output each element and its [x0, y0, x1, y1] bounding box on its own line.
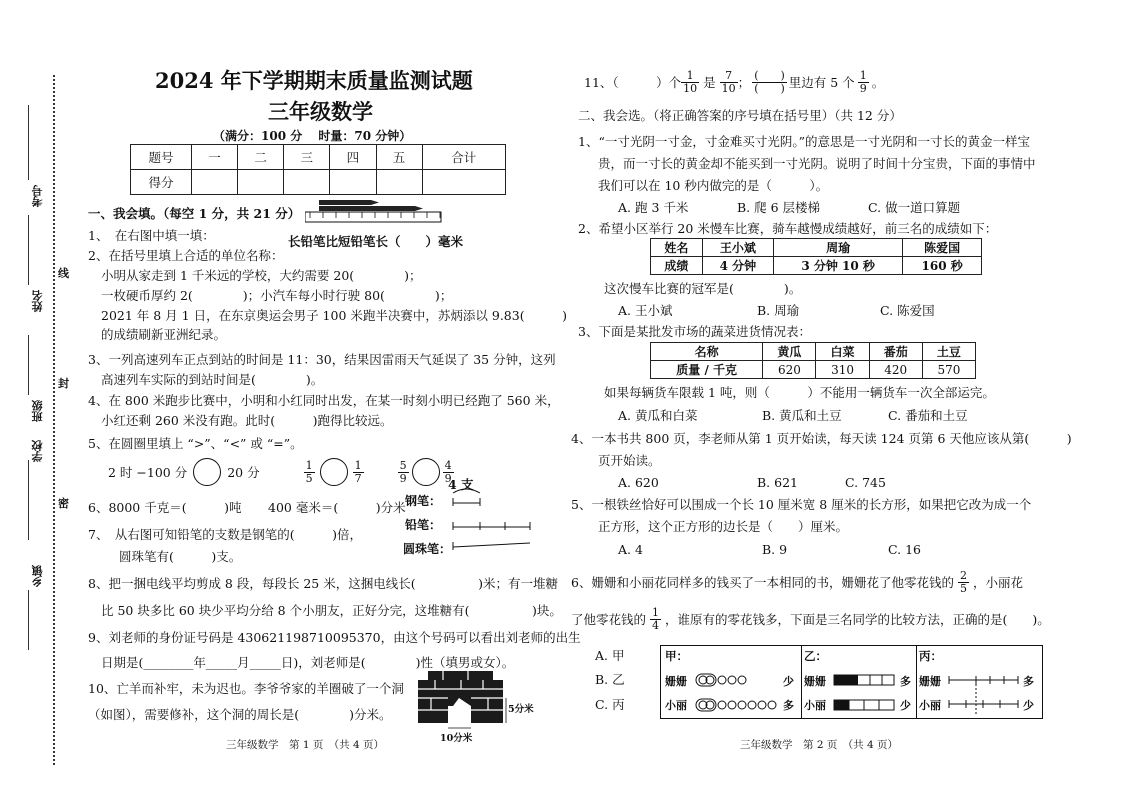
town-label: 乡镇: [31, 565, 44, 587]
score-header-cell: 题号: [131, 145, 192, 170]
score-cell[interactable]: [330, 170, 376, 195]
c1-option-b[interactable]: B. 爬 6 层楼梯: [737, 200, 821, 215]
q3-line-b: 高速列车实际的到站时间是( )。: [101, 372, 324, 387]
exam-number-label: 考号: [31, 185, 44, 207]
town-line: [28, 590, 29, 650]
school-label: 学校: [31, 440, 44, 462]
c6-option-a[interactable]: A. 甲: [595, 648, 625, 663]
shanshan-label: 姗姗: [804, 675, 826, 688]
fraction-2-5: $\frac{2}{5}$: [959, 568, 967, 595]
shanshan-label: 姗姗: [665, 675, 687, 688]
q11-part-d: 里边有 5 个: [788, 75, 855, 90]
c5-option-a[interactable]: A. 4: [618, 542, 643, 557]
binding-mark-xian: 线: [58, 267, 69, 280]
fraction-1-10: $\frac{1}{10}$: [683, 68, 698, 95]
ruler-figure: [305, 198, 445, 224]
table-cell: 质量 / 千克: [651, 361, 763, 379]
c2-text: 2、希望小区举行 20 米慢车比赛，骑车越慢成绩越好，前三名的成绩如下：: [578, 221, 998, 236]
table-cell: 310: [816, 361, 869, 379]
xiaoli-label: 小丽: [665, 699, 687, 712]
yi-shanshan-duo: 多: [900, 675, 911, 688]
class-label: 班级: [31, 400, 44, 422]
c1-text: 1、“一寸光阴一寸金，寸金难买寸光阴。”的意思是一寸光阴和一寸长的黄金一样宝: [578, 134, 1030, 149]
binding-mark-mi: 密: [58, 497, 69, 510]
c1-line-c: 我们可以在 10 秒内做完的是（ ）。: [598, 178, 829, 193]
c3-question: 如果每辆货车限载 1 吨，则（ ）不能用一辆货车一次全部运完。: [604, 385, 995, 400]
q2-line-c: 一枚硬币厚约 2( )；小汽车每小时行驶 80( )；: [101, 288, 453, 303]
q9-text: 9、刘老师的身份证号码是 430621198710095370，由这个号码可以看出刘老师的出生: [88, 630, 581, 645]
page2-footer: 三年级数学 第 2 页 （共 4 页）: [740, 739, 898, 751]
score-cell[interactable]: [284, 170, 330, 195]
race-results-table: [650, 238, 982, 275]
table-cell: 成绩: [651, 257, 703, 275]
school-line: [28, 460, 29, 540]
table-cell: 4 分钟: [702, 257, 773, 275]
exam-number-line: [28, 105, 29, 180]
q9-line-b: 日期是(________年_____月_____日)，刘老师是( )性（填男或女）。: [101, 655, 515, 670]
c3-option-a[interactable]: A. 黄瓜和白菜: [618, 408, 698, 423]
q11-row: [584, 66, 884, 98]
xiaoli-label: 小丽: [804, 699, 826, 712]
q5-compare-row: [108, 456, 454, 488]
bing-xiaoli-shao: 少: [1023, 699, 1034, 712]
compare-circle[interactable]: [320, 458, 348, 486]
c1-line-b: 贵，而一寸长的黄金却不能买到一寸光阴。说明了时间十分宝贵，下面的事情中: [598, 156, 1036, 171]
vegetable-table: [650, 342, 976, 379]
q5-text: 5、在圆圈里填上 “>”、“<” 或 “=”。: [88, 436, 303, 451]
yi-xiaoli-shao: 少: [900, 699, 911, 712]
q5-left-expr: 2 时 −100 分: [108, 465, 188, 480]
c6-text-d: ，谁原有的零花钱多，下面是三名同学的比较方法，正确的是( )。: [665, 612, 1050, 627]
binding-dotted-line: [53, 75, 55, 765]
binding-mark-feng: 封: [58, 377, 69, 390]
table-cell: 420: [869, 361, 922, 379]
c4-text: 4、一本书共 800 页，李老师从第 1 页开始读，每天读 124 页第 6 天他应该从第( ): [571, 431, 1072, 446]
q11-part-a: 11、（ ）个: [584, 75, 682, 90]
q8-line-b: 比 50 块多比 60 块少平均分给 8 个小朋友，正好分完，这堆糖有( )块。: [101, 603, 562, 618]
table-cell: 陈爱国: [903, 239, 982, 257]
c6-text-c: 了他零花钱的: [571, 612, 647, 627]
q2-line-d: 2021 年 8 月 1 日，在东京奥运会男子 100 米跑半决赛中，苏炳添以 9.83( ): [101, 308, 567, 323]
name-label: 姓名: [31, 290, 44, 312]
q1-text: 1、 在右图中填一填：: [88, 228, 215, 243]
score-header-cell: 合计: [422, 145, 505, 170]
table-cell: 黄瓜: [763, 343, 816, 361]
q4-text: 4、在 800 米跑步比赛中，小明和小红同时出发，在某一时刻小明已经跑了 560 米，: [88, 393, 560, 408]
bing-lines-figure: [948, 670, 1020, 716]
q7-line-b: 圆珠笔有( )支。: [119, 549, 242, 564]
fraction-5-9: $\frac{5}{9}$: [399, 458, 407, 485]
q6-left: 6、8000 千克＝( )吨: [88, 500, 242, 515]
c4-option-a[interactable]: A. 620: [618, 475, 659, 490]
c1-option-c[interactable]: C. 做一道口算题: [868, 200, 961, 215]
c5-line-b: 正方形，这个正方形的边长是（ ）厘米。: [598, 519, 849, 534]
table-cell: 白菜: [816, 343, 869, 361]
score-cell[interactable]: [238, 170, 284, 195]
q4-line-b: 小红还剩 260 米没有跑。此时( )跑得比较远。: [101, 413, 393, 428]
section1-heading: 一、我会填。（每空 1 分，共 21 分）: [88, 206, 301, 221]
pen-bar-figure: [450, 485, 534, 551]
score-header-cell: 一: [192, 145, 238, 170]
c1-option-a[interactable]: A. 跑 3 千米: [618, 200, 689, 215]
c6-option-b[interactable]: B. 乙: [595, 672, 625, 687]
c2-option-a[interactable]: A. 王小斌: [618, 303, 673, 318]
table-cell: 3 分钟 10 秒: [773, 257, 902, 275]
c4-option-c[interactable]: C. 745: [845, 475, 886, 490]
fraction-1-5: $\frac{1}{5}$: [305, 458, 313, 485]
fraction-1-7: $\frac{1}{7}$: [354, 458, 362, 485]
score-header-cell: 四: [330, 145, 376, 170]
fraction-1-9: $\frac{1}{9}$: [859, 68, 867, 95]
fraction-blank[interactable]: $\frac{( )}{( )}$: [754, 68, 785, 95]
c4-line-b: 页开始读。: [598, 453, 661, 468]
dim-height-label: 5分米: [508, 704, 534, 715]
score-row-label: 得分: [131, 170, 192, 195]
shanshan-label: 姗姗: [919, 675, 941, 688]
jia-circles-figure: [695, 672, 779, 716]
score-cell[interactable]: [192, 170, 238, 195]
table-cell: 160 秒: [903, 257, 982, 275]
c3-option-c[interactable]: C. 番茄和土豆: [888, 408, 968, 423]
jia-xiaoli-duo: 多: [783, 699, 794, 712]
c6-row-1: [571, 565, 1023, 599]
page-title: 2024 年下学期期末质量监测试题: [155, 68, 473, 93]
q6-right: 400 毫米＝( )分米: [268, 500, 406, 515]
c2-option-b[interactable]: B. 周瑜: [757, 303, 800, 318]
q5-right-expr: 20 分: [227, 465, 260, 480]
compare-circle[interactable]: [193, 458, 221, 486]
fraction-1-4: $\frac{1}{4}$: [652, 605, 660, 632]
method-bing-label: 丙：: [919, 649, 942, 663]
q10-text: 10、亡羊而补牢，未为迟也。李爷爷家的羊圈破了一个洞: [88, 681, 404, 696]
score-table: [130, 144, 506, 195]
fraction-4-9: $\frac{4}{9}$: [444, 458, 452, 485]
method-jia-label: 甲：: [665, 649, 688, 663]
c6-option-c[interactable]: C. 丙: [595, 697, 625, 712]
q11-part-c: ；: [737, 75, 751, 90]
ruler-caption: 长铅笔比短铅笔长（ ）毫米: [288, 234, 464, 249]
score-cell[interactable]: [422, 170, 505, 195]
pencil-label: 铅笔：: [405, 518, 442, 532]
q11-part-b: 是: [703, 75, 716, 90]
score-cell[interactable]: [376, 170, 422, 195]
c2-question: 这次慢车比赛的冠军是( )。: [604, 281, 802, 296]
q10-line-b: （如图），需要修补，这个洞的周长是( )分米。: [88, 707, 392, 722]
q2-line-b: 小明从家走到 1 千米远的学校，大约需要 20( )；: [101, 268, 422, 283]
xiaoli-label: 小丽: [919, 699, 941, 712]
table-cell: 周瑜: [773, 239, 902, 257]
q2-text: 2、在括号里填上合适的单位名称：: [88, 248, 284, 263]
c5-option-b[interactable]: B. 9: [762, 542, 788, 557]
c6-text: 6、姗姗和小丽花同样多的钱买了一本相同的书，姗姗花了他零花钱的: [571, 575, 954, 590]
pen-label: 钢笔：: [405, 494, 442, 508]
score-header-cell: 二: [238, 145, 284, 170]
q2-line-e: 的成绩刷新亚洲纪录。: [101, 327, 227, 342]
page-subtitle: 三年级数学: [268, 99, 373, 124]
c2-option-c[interactable]: C. 陈爱国: [880, 303, 935, 318]
jia-shanshan-shao: 少: [783, 675, 794, 688]
comparison-box: [660, 645, 1043, 719]
dim-width-label: 10分米: [440, 733, 473, 744]
table-cell: 620: [763, 361, 816, 379]
compare-circle[interactable]: [412, 458, 440, 486]
box-divider: [916, 646, 917, 718]
page1-footer: 三年级数学 第 1 页 （共 4 页）: [226, 739, 384, 751]
fraction-7-10: $\frac{7}{10}$: [721, 68, 736, 95]
table-cell: 土豆: [922, 343, 975, 361]
method-yi-label: 乙：: [804, 649, 827, 663]
c4-option-b[interactable]: B. 621: [757, 475, 798, 490]
c5-option-c[interactable]: C. 16: [888, 542, 921, 557]
exam-info: （满分：100 分 时量：70 分钟）: [213, 129, 412, 143]
c3-text: 3、下面是某批发市场的蔬菜进货情况表：: [578, 324, 811, 339]
c6-text-b: ，小丽花: [972, 575, 1023, 590]
table-cell: 王小斌: [702, 239, 773, 257]
q3-text: 3、一列高速列车正点到站的时间是 11：30，结果因雷雨天气延误了 35 分钟，这列: [88, 352, 556, 367]
name-line: [28, 215, 29, 285]
q8-text: 8、把一捆电线平均剪成 8 段，每段长 25 米，这捆电线长( )米；有一堆糖: [88, 576, 558, 591]
table-cell: 姓名: [651, 239, 703, 257]
q11-part-e: 。: [871, 75, 885, 90]
score-header-cell: 三: [284, 145, 330, 170]
section2-heading: 二、我会选。（将正确答案的序号填在括号里）（共 12 分）: [578, 108, 902, 123]
c6-row-2: [571, 602, 1050, 636]
c5-text: 5、一根铁丝恰好可以围成一个长 10 厘米宽 8 厘米的长方形，如果把它改为成一个: [571, 497, 1032, 512]
sheepfold-figure: [413, 668, 508, 730]
score-header-cell: 五: [376, 145, 422, 170]
table-cell: 570: [922, 361, 975, 379]
pen-count-label: 4 支: [448, 477, 474, 492]
bing-shanshan-duo: 多: [1023, 675, 1034, 688]
ballpen-label: 圆珠笔：: [403, 542, 452, 556]
c3-option-b[interactable]: B. 黄瓜和土豆: [762, 408, 842, 423]
box-divider: [801, 646, 802, 718]
q7-text: 7、 从右图可知铅笔的支数是钢笔的( )倍，: [88, 527, 362, 542]
class-line: [28, 335, 29, 395]
table-cell: 番茄: [869, 343, 922, 361]
yi-bars-figure: [833, 672, 897, 716]
table-cell: 名称: [651, 343, 763, 361]
